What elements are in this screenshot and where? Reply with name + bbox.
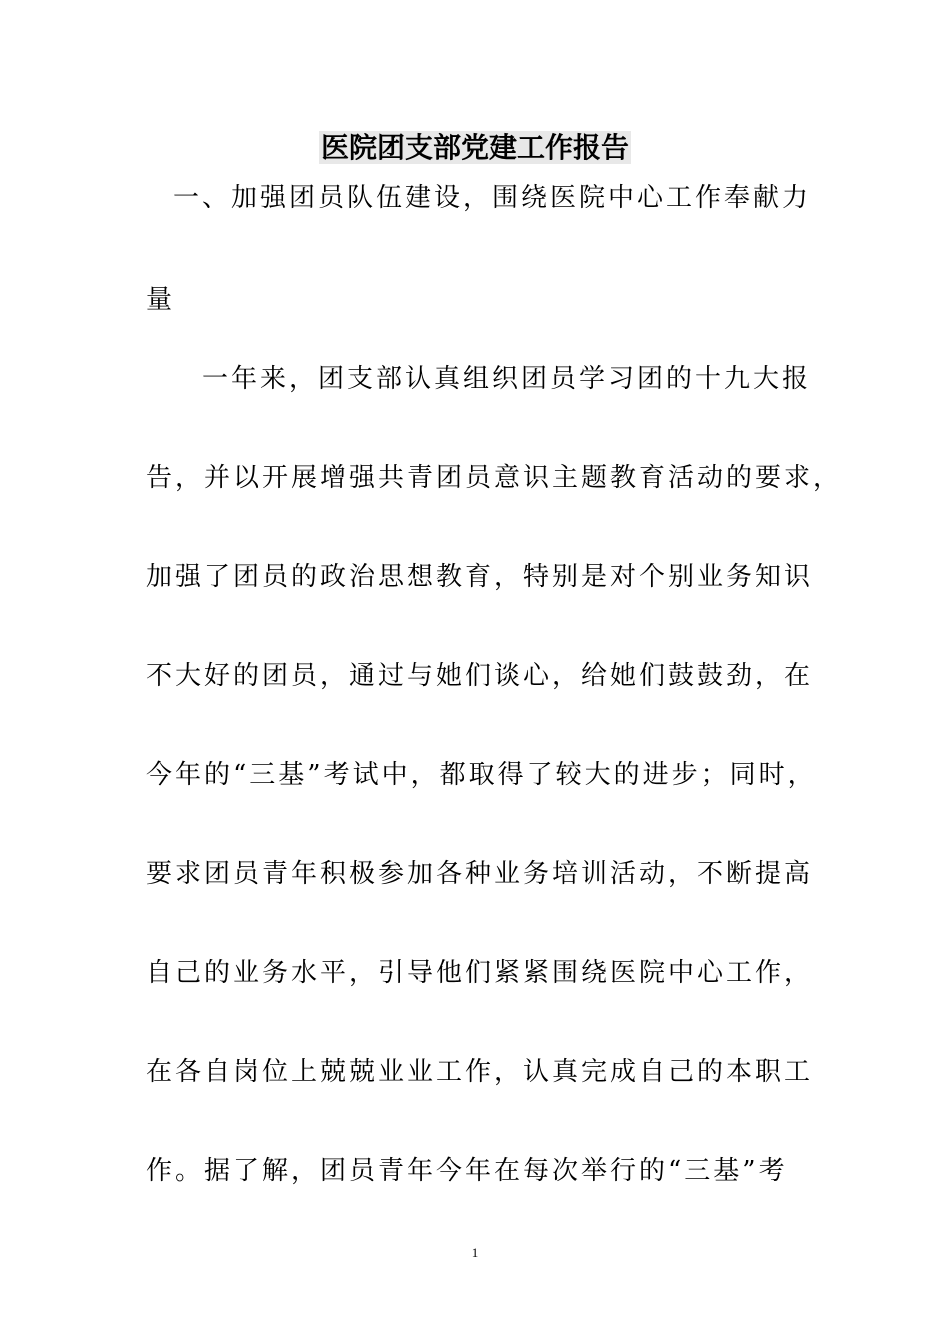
body-line-8: 在各自岗位上兢兢业业工作，认真完成自己的本职工 [146,1057,814,1087]
body-line-4: 不大好的团员，通过与她们谈心，给她们鼓鼓劲，在 [146,661,814,691]
body-line-7: 自己的业务水平，引导他们紧紧围绕医院中心工作， [146,958,814,988]
body-line-1: 一年来，团支部认真组织团员学习团的十九大报 [202,364,812,394]
document-title [0,126,950,170]
page-number: 1 [471,1245,479,1260]
section-heading-line-2: 量 [146,285,176,315]
body-line-3: 加强了团员的政治思想教育，特别是对个别业务知识 [146,562,814,592]
body-line-9: 作。据了解，团员青年今年在每次举行的“三基”考 [146,1156,788,1186]
body-line-2: 告，并以开展增强共青团员意识主题教育活动的要求， [146,463,843,493]
body-line-5: 今年的“三基”考试中，都取得了较大的进步；同时， [146,760,817,790]
section-heading-line-1: 一、加强团员队伍建设，围绕医院中心工作奉献力 [173,183,812,213]
document-title-text: 医院团支部党建工作报告 [320,131,629,164]
body-line-6: 要求团员青年积极参加各种业务培训活动，不断提高 [146,859,814,889]
